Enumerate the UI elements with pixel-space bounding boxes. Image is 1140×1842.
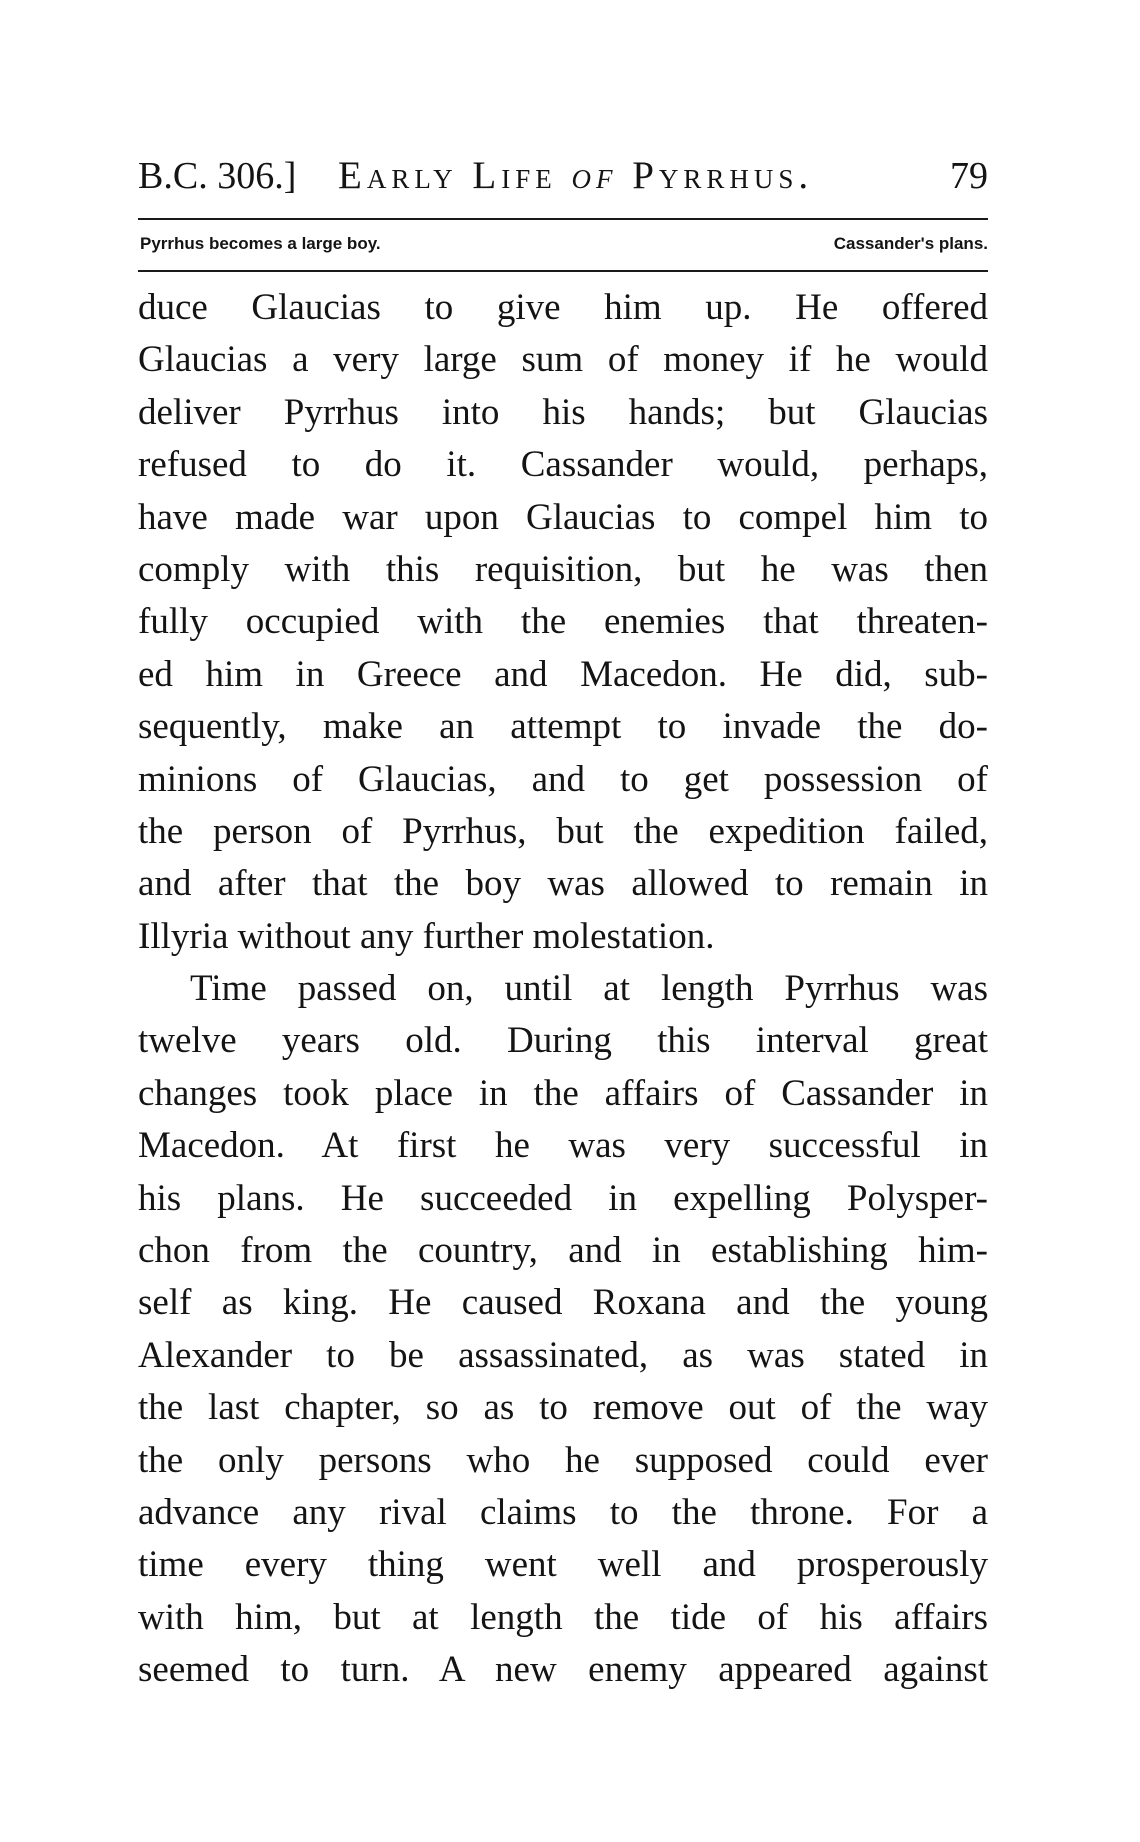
header-rule-top (138, 218, 988, 220)
text-line: and after that the boy was allowed to remain in (138, 863, 988, 905)
running-header (138, 150, 988, 212)
title-word: Life (472, 154, 557, 197)
title-word: Early (338, 154, 458, 197)
text-line: changes took place in the affairs of Cassander in (138, 1072, 988, 1114)
text-line: self as king. He caused Roxana and the young (138, 1282, 988, 1324)
body-text (138, 282, 988, 1697)
sidenote-right: Cassander's plans. (833, 234, 988, 253)
text-line: Macedon. At first he was very successful in (138, 1125, 988, 1167)
text-line: minions of Glaucias, and to get possession of (138, 758, 988, 800)
paragraph (138, 282, 988, 963)
text-line: the person of Pyrrhus, but the expedition failed, (138, 810, 988, 852)
text-line: Alexander to be assassinated, as was stated in (138, 1334, 988, 1376)
sidenote-left: Pyrrhus becomes a large boy. (140, 234, 381, 253)
text-line: Time passed on, until at length Pyrrhus was (190, 968, 988, 1010)
text-line: have made war upon Glaucias to compel him to (138, 496, 988, 538)
text-line: comply with this requisition, but he was then (138, 548, 988, 590)
title-word: Pyrrhus. (632, 154, 814, 197)
page-number: 79 (950, 155, 988, 197)
text-line: time every thing went well and prosperously (138, 1544, 988, 1586)
text-line: duce Glaucias to give him up. He offered (138, 287, 988, 328)
text-line: Glaucias a very large sum of money if he would (138, 339, 988, 381)
header-rule-bottom (138, 270, 988, 272)
text-line: sequently, make an attempt to invade the do- (138, 706, 988, 748)
date-bracket: B.C. 306.] (138, 155, 297, 197)
text-line: deliver Pyrrhus into his hands; but Glaucias (138, 391, 988, 433)
text-line: with him, but at length the tide of his affairs (138, 1596, 988, 1638)
text-line: fully occupied with the enemies that threaten- (138, 601, 988, 643)
paragraph (138, 963, 988, 1696)
text-line: the only persons who he supposed could ever (138, 1439, 988, 1481)
text-line: twelve years old. During this interval great (138, 1020, 988, 1062)
text-line: ed him in Greece and Macedon. He did, sub- (138, 653, 988, 695)
text-line: Illyria without any further molestation. (138, 915, 715, 957)
running-title (338, 150, 813, 202)
text-line: refused to do it. Cassander would, perhaps, (138, 444, 988, 486)
title-word: of (571, 154, 618, 197)
text-line: the last chapter, so as to remove out of the way (138, 1387, 988, 1429)
text-line: his plans. He succeeded in expelling Polysper- (138, 1177, 988, 1219)
text-line: chon from the country, and in establishing him- (138, 1230, 988, 1272)
text-line: advance any rival claims to the throne. For a (138, 1491, 988, 1533)
text-line: seemed to turn. A new enemy appeared against (138, 1649, 988, 1691)
